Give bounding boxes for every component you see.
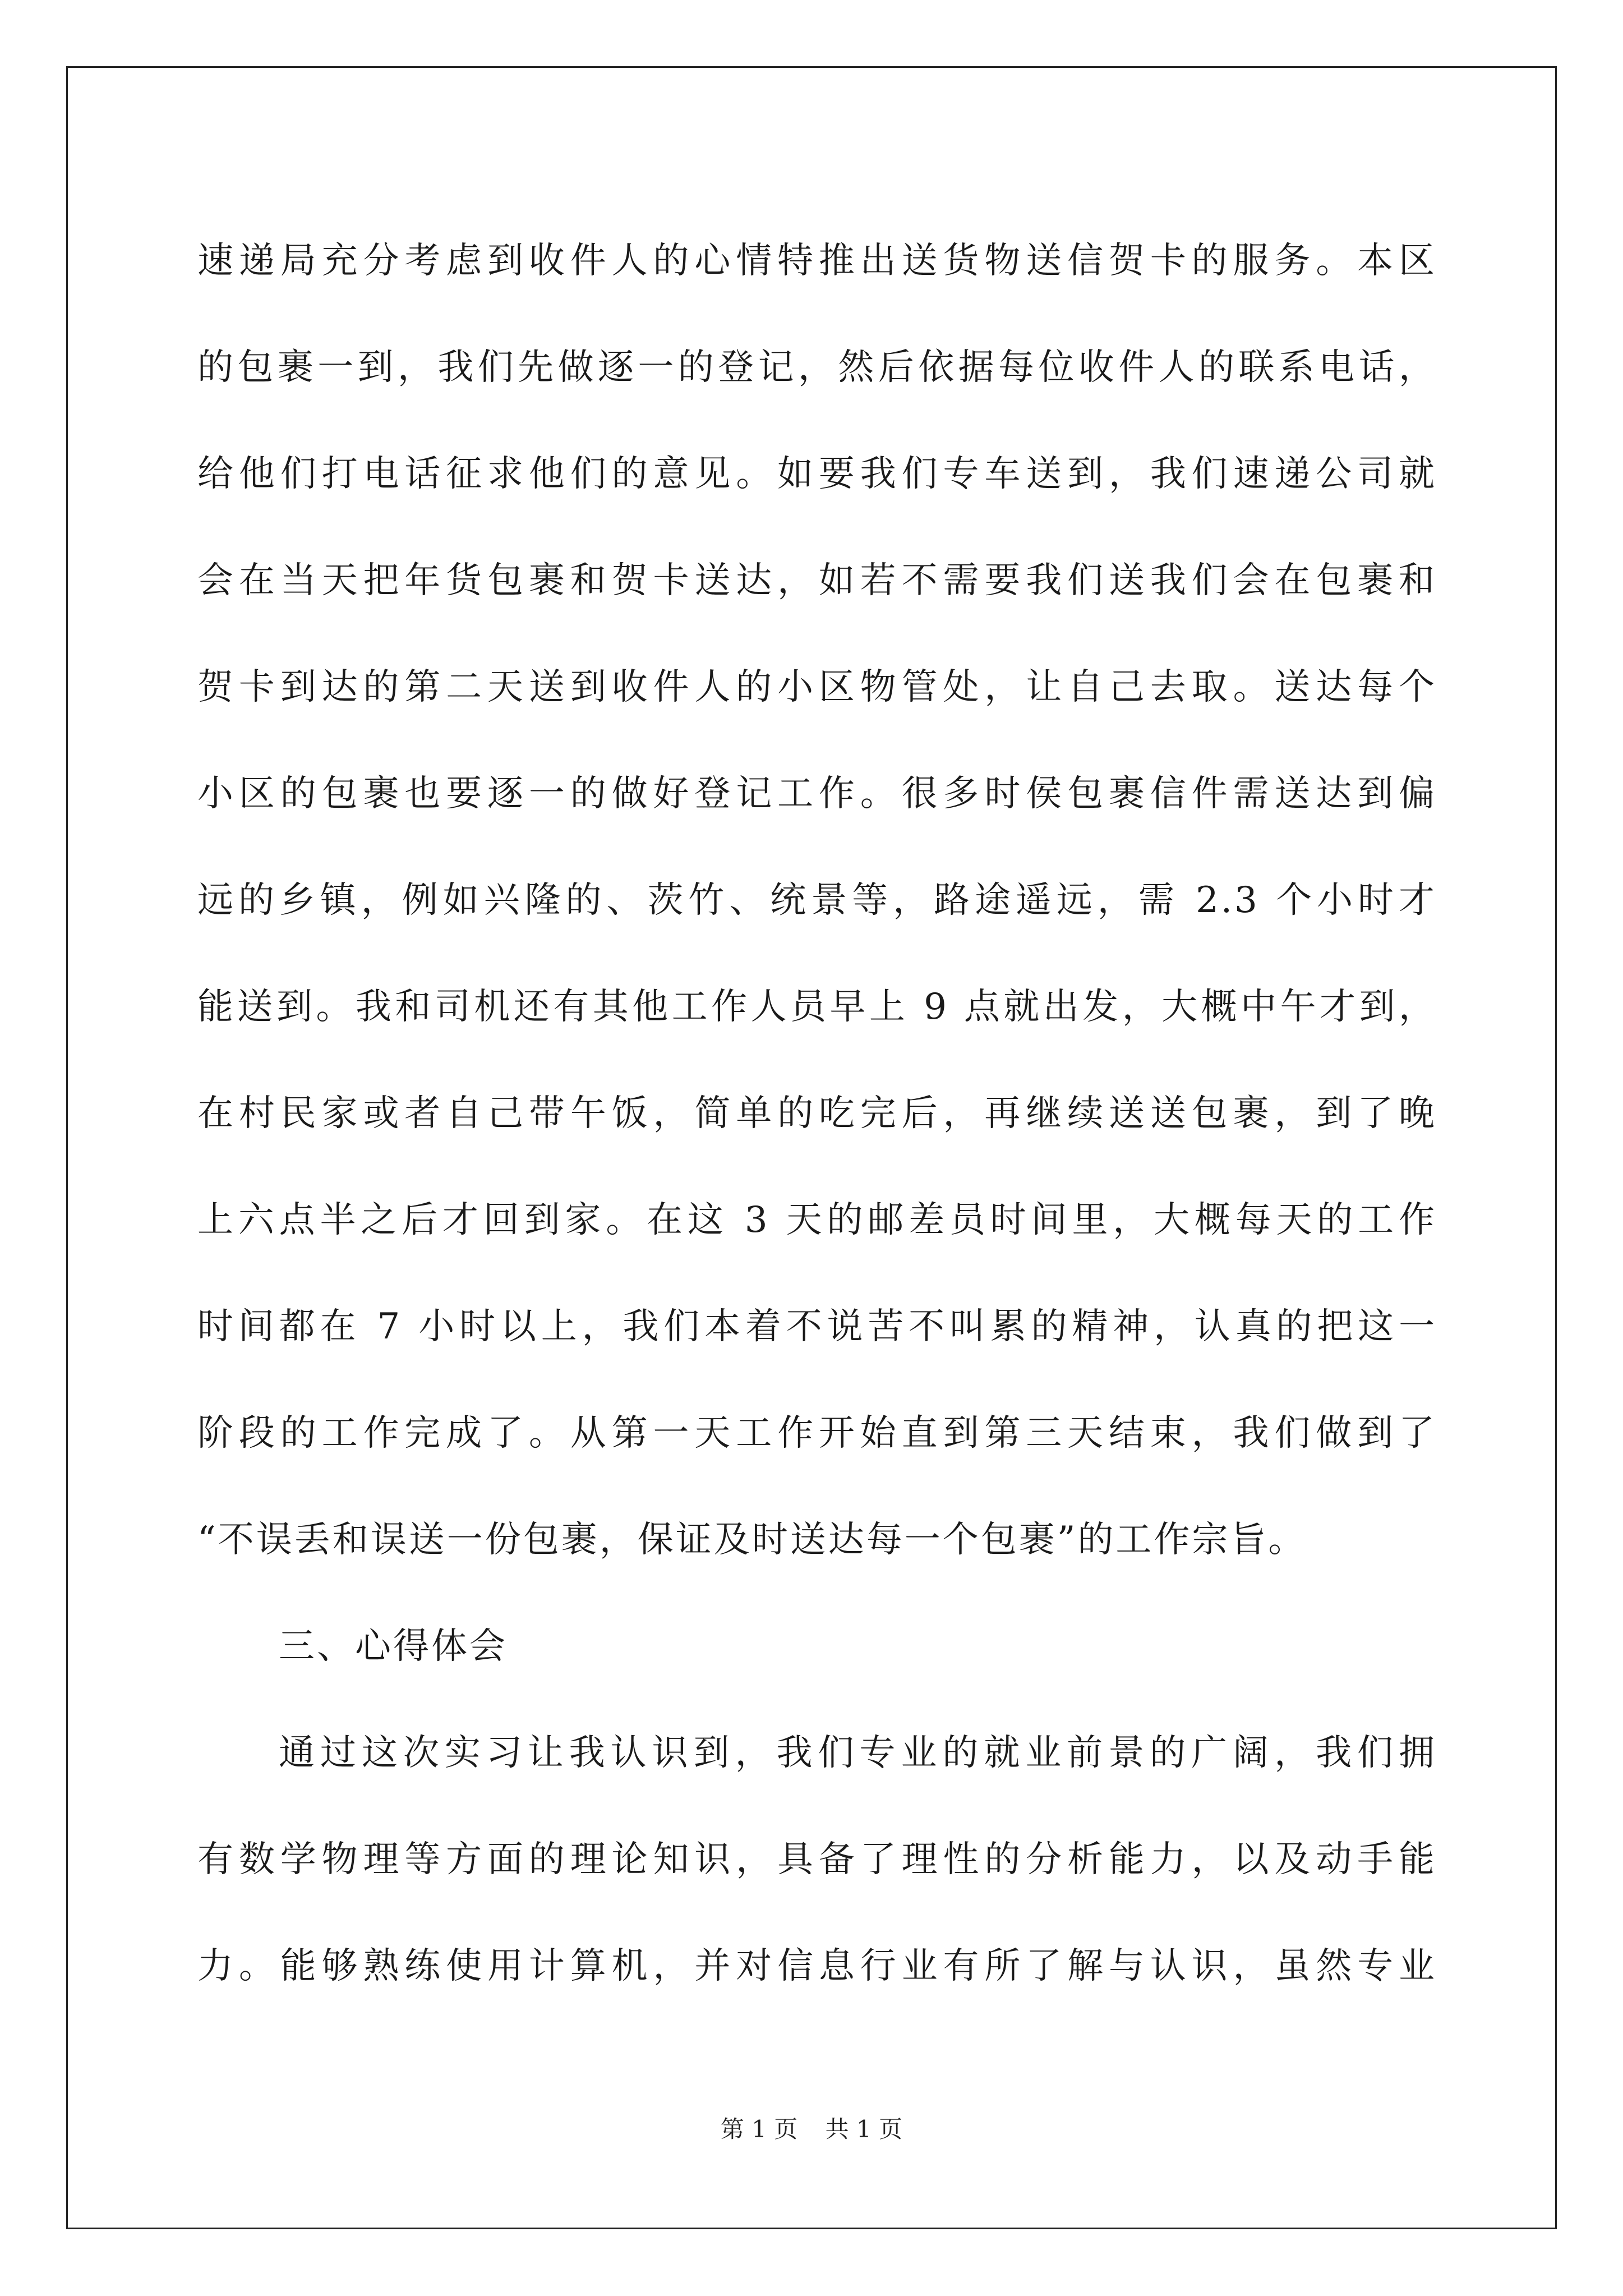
text-line: 会在当天把年货包裹和贺卡送达，如若不需要我们送我们会在包裹和 xyxy=(197,560,1437,601)
page-footer xyxy=(0,2114,1623,2145)
section-heading: 三、心得体会 xyxy=(279,1626,508,1667)
text-line: “不误丢和误送一份包裹，保证及时送达每一个包裹”的工作宗旨。 xyxy=(197,1519,1307,1561)
text-line: 有数学物理等方面的理论知识，具备了理性的分析能力，以及动手能 xyxy=(197,1839,1437,1880)
text-line: 贺卡到达的第二天送到收件人的小区物管处，让自己去取。送达每个 xyxy=(197,666,1437,708)
text-line: 在村民家或者自己带午饭，简单的吃完后，再继续送送包裹，到了晚 xyxy=(197,1093,1437,1134)
text-line: 上六点半之后才回到家。在这 3 天的邮差员时间里，大概每天的工作 xyxy=(197,1199,1437,1241)
text-line: 远的乡镇，例如兴隆的、茨竹、统景等，路途遥远，需 2.3 个小时才 xyxy=(197,880,1437,921)
text-line: 力。能够熟练使用计算机，并对信息行业有所了解与认识，虽然专业 xyxy=(197,1945,1437,1987)
text-line: 通过这次实习让我认识到，我们专业的就业前景的广阔，我们拥 xyxy=(279,1732,1437,1774)
document-body xyxy=(197,208,1437,2019)
text-line: 能送到。我和司机还有其他工作人员早上 9 点就出发，大概中午才到， xyxy=(197,986,1437,1028)
text-line: 阶段的工作完成了。从第一天工作开始直到第三天结束，我们做到了 xyxy=(197,1412,1437,1454)
text-line: 的包裹一到，我们先做逐一的登记，然后依据每位收件人的联系电话， xyxy=(197,347,1437,388)
page-total: 共 1 页 xyxy=(825,2115,903,2143)
text-line: 时间都在 7 小时以上，我们本着不说苦不叫累的精神，认真的把这一 xyxy=(197,1306,1437,1347)
text-line: 速递局充分考虑到收件人的心情特推出送货物送信贺卡的服务。本区 xyxy=(197,240,1437,282)
text-line: 小区的包裹也要逐一的做好登记工作。很多时侯包裹信件需送达到偏 xyxy=(197,773,1437,815)
text-line: 给他们打电话征求他们的意见。如要我们专车送到，我们速递公司就 xyxy=(197,453,1437,495)
page-number: 第 1 页 xyxy=(720,2115,798,2143)
